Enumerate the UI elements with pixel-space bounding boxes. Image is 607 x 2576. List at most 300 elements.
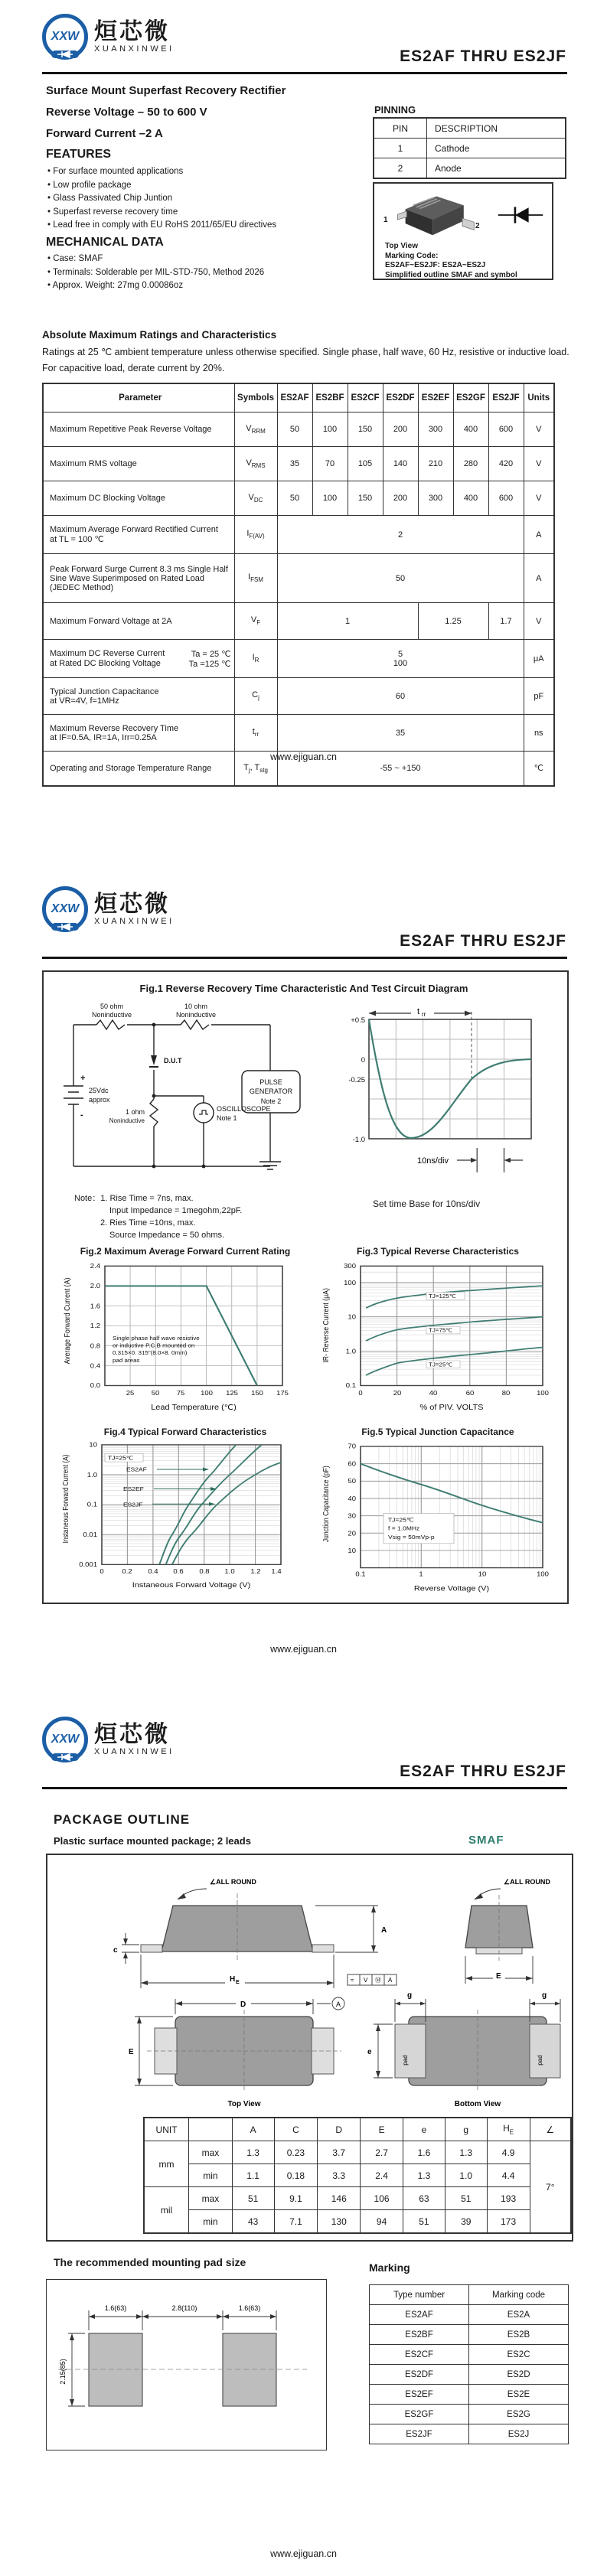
svg-text:1: 1 [419, 1570, 423, 1578]
feature-item: • Superfast reverse recovery time [47, 206, 354, 220]
table-row: ES2GF ES2G [370, 2405, 569, 2424]
svg-text:Ⓜ: Ⓜ [375, 1977, 381, 1984]
side-view-lead-right [312, 1945, 334, 1952]
table-row: ES2BF ES2B [370, 2325, 569, 2345]
table-row: mm max 1.3 0.23 3.7 2.7 1.6 1.3 4.9 7° [144, 2141, 571, 2164]
svg-text:125: 125 [226, 1389, 238, 1397]
value-cell: 100 [312, 412, 348, 447]
dim-e-lines [374, 2024, 393, 2078]
svg-text:f = 1.0MHz: f = 1.0MHz [388, 1525, 420, 1532]
param-cell: Typical Junction Capacitance at VR=4V, f=1MHz [43, 678, 234, 715]
svg-text:ES2EF: ES2EF [123, 1485, 144, 1492]
svg-text:TJ=25℃: TJ=25℃ [429, 1361, 453, 1368]
table-row: ES2JF ES2J [370, 2424, 569, 2444]
bottom-view-caption: Bottom View [454, 2100, 501, 2108]
col-header: ES2CF [348, 383, 383, 412]
svg-text:Vsig = 50mVp-p: Vsig = 50mVp-p [388, 1534, 435, 1541]
dim-E-label: E [496, 1972, 501, 1981]
curve-labels [123, 1466, 147, 1508]
pad-label: pad [402, 2055, 409, 2066]
dim-col: C [274, 2118, 318, 2141]
fig1-title: Fig.1 Reverse Recovery Time Characteristic And Test Circuit Diagram [139, 983, 468, 994]
value-cell: 60 [277, 678, 524, 715]
x-ticks [355, 1570, 549, 1577]
pad-dim-label: 1.6(63) [238, 2304, 261, 2312]
package-3d-icon [391, 190, 475, 240]
product-title-2: Reverse Voltage – 50 to 600 V [46, 106, 207, 119]
y-axis-label: Instaneous Forward Current (A) [61, 1454, 70, 1544]
y-tick: 0 [361, 1056, 365, 1065]
svg-text:0.8: 0.8 [90, 1342, 100, 1350]
unit-cell: V [524, 447, 554, 481]
angle-value: 7° [530, 2141, 571, 2234]
svg-text:100: 100 [537, 1389, 549, 1397]
unit-header: UNIT [144, 2118, 189, 2141]
x-ticks [126, 1389, 289, 1396]
y-tick: -1.0 [352, 1136, 365, 1144]
col-header: ES2EF [418, 383, 453, 412]
pad-dim-label: 1.6(63) [104, 2304, 127, 2312]
param-cell: Maximum Reverse Recovery Time at IF=0.5A, IR=1A, Irr=0.25A [43, 715, 234, 752]
x-ticks [358, 1389, 549, 1396]
pin-desc: Anode [427, 158, 566, 179]
svg-text:0.1: 0.1 [86, 1501, 97, 1508]
table-row: min 1.1 0.18 3.3 2.4 1.3 1.0 4.4 [144, 2164, 571, 2187]
svg-text:V: V [364, 1977, 368, 1984]
svg-text:or inductive P.C.B mounted on: or inductive P.C.B mounted on [113, 1342, 195, 1349]
page-footer: www.ejiguan.cn [270, 752, 337, 762]
col-header: ES2JF [488, 383, 524, 412]
value-cell: 35 [277, 715, 524, 752]
unit-cell: ℃ [524, 752, 554, 786]
unit-cell: A [524, 516, 554, 554]
value-cell: 2 [277, 516, 524, 554]
svg-text:30: 30 [348, 1512, 356, 1520]
diode-symbol-icon [497, 202, 544, 228]
logo-xxw-text: XXW [51, 1733, 80, 1746]
symbol-cell: $T_j$, $T_{stg}$ [234, 752, 277, 786]
fig5-title: Fig.5 Typical Junction Capacitance [361, 1427, 514, 1437]
value-cell: 600 [488, 412, 524, 447]
unit-cell: V [524, 603, 554, 640]
outline-caption-line: Marking Code: [385, 251, 439, 260]
product-title-3: Forward Current –2 A [46, 127, 163, 140]
param-cell: Maximum Forward Voltage at 2A [43, 603, 234, 640]
r10-label2: Noninductive [175, 1011, 217, 1019]
logo-diode-icon [51, 1753, 79, 1762]
oscilloscope-label: OSCILLOSCOPE [217, 1105, 271, 1113]
pulse-gen-label: PULSE [259, 1078, 282, 1086]
min-label: min [189, 2164, 233, 2187]
value-cell: 35 [277, 447, 312, 481]
y-axis-label: IR- Reverse Current (μA) [321, 1288, 331, 1363]
svg-text:60: 60 [465, 1389, 475, 1397]
value-cell: 420 [488, 447, 524, 481]
table-row [43, 481, 554, 516]
svg-text:0.6: 0.6 [173, 1567, 184, 1575]
dim-E2-label: E [129, 2048, 134, 2056]
y-tick: +0.5 [351, 1016, 365, 1025]
symbol-cell: $V_{RRM}$ [234, 412, 277, 447]
value-cell: 210 [418, 447, 453, 481]
fig4-chart [53, 1437, 305, 1598]
figures-box [42, 970, 569, 1604]
max-label: max [189, 2141, 233, 2164]
logo-text [94, 1723, 175, 1756]
header-rule [42, 72, 567, 74]
pulse-gen-note: Note 2 [260, 1097, 282, 1105]
table-row [43, 447, 554, 481]
col-header: Units [524, 383, 554, 412]
pad-vdim-label: 2.15(85) [59, 2359, 67, 2385]
col-header: Marking code [469, 2285, 569, 2305]
logo-diode-icon [51, 50, 79, 59]
svg-text:1.2: 1.2 [90, 1322, 100, 1329]
mech-item: • Approx. Weight: 27mg 0.00086oz [47, 279, 369, 293]
svg-text:1.2: 1.2 [250, 1567, 261, 1575]
svg-text:1.0: 1.0 [224, 1567, 235, 1575]
pad-dim-label: 2.8(110) [171, 2304, 197, 2312]
product-title-1: Surface Mount Superfast Recovery Rectifier [46, 84, 286, 97]
svg-text:40: 40 [429, 1389, 438, 1397]
svg-text:10: 10 [348, 1547, 356, 1554]
table-row [43, 715, 554, 752]
symbol-cell: $V_{RMS}$ [234, 447, 277, 481]
value-cell: 100 [312, 481, 348, 516]
pin-number: 2 [374, 158, 427, 179]
r50-label2: Noninductive [91, 1011, 132, 1019]
y-ticks [90, 1262, 100, 1389]
logo-xxw-text: XXW [51, 902, 80, 915]
svg-text:0.01: 0.01 [83, 1531, 97, 1538]
mechanical-heading: MECHANICAL DATA [46, 236, 164, 249]
pin1-label: 1 [383, 216, 388, 224]
table-row: min 43 7.1 130 94 51 39 173 [144, 2210, 571, 2234]
dut-label: D.U.T [164, 1057, 182, 1065]
unit-cell: ns [524, 715, 554, 752]
logo-english: XUANXINWEI [94, 916, 175, 926]
param-cell: Maximum Repetitive Peak Reverse Voltage [43, 412, 234, 447]
param-cell: Maximum RMS voltage [43, 447, 234, 481]
value-cell: 50 [277, 481, 312, 516]
fig3-title: Fig.3 Typical Reverse Characteristics [357, 1246, 519, 1257]
value-cell: 140 [383, 447, 418, 481]
fig2-title: Fig.2 Maximum Average Forward Current Rating [80, 1246, 291, 1257]
unit-cell: pF [524, 678, 554, 715]
feature-item: • Lead free in comply with EU RoHS 2011/65/EU directives [47, 219, 354, 233]
package-outline-subtitle: Plastic surface mounted package; 2 leads [54, 1835, 251, 1847]
svg-text:100: 100 [537, 1570, 549, 1578]
svg-text:TJ=25℃: TJ=25℃ [388, 1517, 414, 1524]
amr-desc-1: Ratings at 25 ℃ ambient temperature unless otherwise specified. Single phase, half wave, 60 Hz, resistive or inductive load. [42, 347, 569, 357]
y-axis-label: Average Forward Current (A) [62, 1277, 72, 1365]
svg-text:150: 150 [251, 1389, 263, 1397]
logo-circle [42, 14, 88, 60]
symbol-cell: $I_{FSM}$ [234, 554, 277, 603]
note-line: Note：1. Rise Time = 7ns, max. [74, 1194, 194, 1203]
value-cell: 50 [277, 554, 524, 603]
package-outline-heading: PACKAGE OUTLINE [54, 1812, 191, 1827]
plot-frame [361, 1446, 543, 1568]
y-tick: -0.25 [348, 1076, 365, 1084]
value-cell: 400 [453, 412, 488, 447]
logo-chinese: 烜芯微 [94, 1721, 170, 1747]
value-cell: -55 ~ +150 [277, 752, 524, 786]
svg-text:0: 0 [358, 1389, 363, 1397]
unit-mil: mil [144, 2187, 189, 2234]
oscilloscope-note: Note 1 [217, 1114, 237, 1122]
value-cell: 280 [453, 447, 488, 481]
unit-mm: mm [144, 2141, 189, 2187]
pad-left [89, 2333, 142, 2406]
desc-col-header: DESCRIPTION [427, 118, 566, 139]
svg-text:0.2: 0.2 [122, 1567, 132, 1575]
value-cell: 600 [488, 481, 524, 516]
symbol-cell: $C_j$ [234, 678, 277, 715]
svg-text:1.0: 1.0 [86, 1471, 97, 1479]
svg-text:75: 75 [176, 1389, 185, 1397]
unit-cell: V [524, 481, 554, 516]
value-cell: 400 [453, 481, 488, 516]
bottom-view-pad-left [395, 2024, 426, 2078]
dim-g-label: g [542, 1991, 547, 2000]
trr-sub-label: rr [422, 1011, 426, 1018]
symbol-cell: $t_{rr}$ [234, 715, 277, 752]
svg-text:pad areas: pad areas [113, 1357, 140, 1364]
note-line: 2. Ries Time =10ns, max. [100, 1218, 196, 1228]
ratings-header-row [43, 383, 554, 412]
col-header: Type number [370, 2285, 469, 2305]
x-axis-label: Instaneous Forward Voltage (V) [132, 1581, 251, 1590]
brand-logo [42, 1717, 175, 1762]
table-row [43, 678, 554, 715]
page-title: ES2AF THRU ES2JF [400, 932, 566, 950]
svg-text:0.8: 0.8 [199, 1567, 210, 1575]
symbol-cell: $V_{DC}$ [234, 481, 277, 516]
value-cell: 70 [312, 447, 348, 481]
note-line: Source Impedance = 50 ohms. [109, 1231, 225, 1240]
value-cell: 200 [383, 412, 418, 447]
mechanical-list [47, 253, 369, 293]
table-row [43, 603, 554, 640]
value-cell: 300 [418, 481, 453, 516]
table-row [374, 158, 566, 179]
battery-label: 25Vdc [89, 1087, 109, 1094]
x-axis-label: Lead Temperature (℃) [151, 1404, 237, 1412]
table-row: ES2CF ES2C [370, 2345, 569, 2365]
svg-text:0.4: 0.4 [148, 1567, 158, 1575]
r50-label: 50 ohm [100, 1003, 124, 1010]
table-row [43, 516, 554, 554]
symbol-cell: $I_{F(AV)}$ [234, 516, 277, 554]
dim-col: D [318, 2118, 361, 2141]
svg-text:50: 50 [348, 1477, 356, 1485]
value-cell: 200 [383, 481, 418, 516]
logo-diode-icon [51, 922, 79, 931]
blank-header [189, 2118, 233, 2141]
pad-dim-lines [89, 2310, 276, 2330]
dim-col: e [403, 2118, 445, 2141]
col-header: ES2DF [383, 383, 418, 412]
svg-text:1.4: 1.4 [271, 1567, 282, 1575]
brand-logo [42, 886, 175, 932]
feature-item: • For surface mounted applications [47, 165, 354, 179]
outline-symbol-box [373, 182, 553, 280]
dim-HE-label: H [230, 1975, 236, 1984]
param-cell: Operating and Storage Temperature Range [43, 752, 234, 786]
logo-xxw-text: XXW [51, 30, 80, 43]
plus-sign: + [80, 1074, 86, 1083]
fig1-waveform-chart [327, 998, 556, 1189]
svg-text:40: 40 [348, 1495, 356, 1502]
param-cell: Maximum DC Reverse Current Ta = 25 ℃ at Rated DC Blocking Voltage Ta =125 ℃ [43, 640, 234, 678]
page-title: ES2AF THRU ES2JF [400, 1762, 566, 1780]
side-view-lead-left [141, 1945, 162, 1952]
svg-text:10: 10 [348, 1313, 356, 1321]
svg-text:≈: ≈ [351, 1977, 354, 1984]
param-cell: Peak Forward Surge Current 8.3 ms Single Half Sine Wave Superimposed on Rated Load (JEDEC Method) [43, 554, 234, 603]
table-row [43, 640, 554, 678]
logo-chinese: 烜芯微 [94, 891, 170, 917]
col-header: ES2GF [453, 383, 488, 412]
top-view-caption: Top View [227, 2100, 261, 2108]
param-cell: Maximum Average Forward Rectified Current at TL = 100 ℃ [43, 516, 234, 554]
timebase-label: 10ns/div [417, 1156, 449, 1166]
outline-caption-line: ES2AF~ES2JF: ES2A~ES2J [385, 261, 486, 269]
logo-english: XUANXINWEI [94, 1746, 175, 1756]
table-row [374, 139, 566, 158]
svg-text:0.315×0. 315"(8.0×8. 0mm): 0.315×0. 315"(8.0×8. 0mm) [113, 1349, 188, 1356]
features-list [47, 165, 354, 233]
dimensions-table [143, 2117, 572, 2234]
fig4-title: Fig.4 Typical Forward Characteristics [103, 1427, 267, 1437]
marking-header-row [370, 2285, 569, 2305]
pin2-label: 2 [475, 222, 480, 230]
col-header: Symbols [234, 383, 277, 412]
fig5-chart [313, 1437, 566, 1598]
pin-col-header: PIN [374, 118, 427, 139]
svg-text:0.1: 0.1 [355, 1570, 366, 1578]
package-name: SMAF [468, 1834, 504, 1847]
dim-c-label: c [113, 1946, 118, 1955]
svg-text:0.1: 0.1 [345, 1381, 356, 1389]
table-row [43, 412, 554, 447]
x-ticks [100, 1568, 281, 1575]
r1-label: 1 ohm [125, 1108, 145, 1116]
timebase-marks [457, 1148, 523, 1172]
fig2-note [113, 1335, 200, 1363]
logo-chinese: 烜芯微 [94, 18, 170, 44]
amr-heading: Absolute Maximum Ratings and Characteristics [42, 329, 277, 341]
page-footer: www.ejiguan.cn [270, 2548, 337, 2559]
timebase-caption: Set time Base for 10ns/div [373, 1198, 481, 1209]
pin-desc: Cathode [427, 139, 566, 158]
dim-col: g [445, 2118, 487, 2141]
grid-lines [105, 1266, 282, 1385]
fig1-circuit-diagram [54, 998, 322, 1189]
logo-english: XUANXINWEI [94, 44, 175, 54]
logo-circle [42, 886, 88, 932]
svg-text:100: 100 [344, 1279, 356, 1286]
logo-text [94, 18, 175, 54]
dim-HE-sub: E [236, 1980, 240, 1985]
fig2-chart [53, 1257, 305, 1421]
mounting-pad-drawing [47, 2280, 322, 2447]
svg-text:Single phase half wave resisti: Single phase half wave resistive [113, 1335, 200, 1342]
svg-text:2.4: 2.4 [90, 1262, 100, 1270]
dim-col-he: $H_E$ [487, 2118, 530, 2141]
minus-sign: - [80, 1110, 83, 1120]
outline-caption-line: Simplified outline SMAF and symbol [385, 270, 517, 279]
datum-box [348, 1974, 397, 1985]
pinning-heading: PINNING [374, 104, 416, 116]
pad-right [223, 2333, 276, 2406]
col-header: Parameter [43, 383, 234, 412]
unit-cell: μA [524, 640, 554, 678]
svg-text:0: 0 [100, 1567, 104, 1575]
pulse-gen-label2: GENERATOR [249, 1087, 293, 1095]
svg-text:1.6: 1.6 [90, 1303, 100, 1310]
symbol-cell: $I_R$ [234, 640, 277, 678]
svg-text:300: 300 [344, 1262, 356, 1270]
svg-text:60: 60 [348, 1460, 356, 1468]
unit-cell: V [524, 412, 554, 447]
svg-text:10: 10 [89, 1441, 97, 1449]
package-drawings [49, 1860, 569, 2112]
min-label: min [189, 2210, 233, 2234]
header-rule [42, 1787, 567, 1789]
page-title: ES2AF THRU ES2JF [400, 47, 566, 65]
table-row [43, 554, 554, 603]
svg-text:TJ=75℃: TJ=75℃ [429, 1327, 453, 1334]
table-row: ES2AF ES2A [370, 2305, 569, 2325]
pin-number: 1 [374, 139, 427, 158]
value-cell: 1.25 [418, 603, 488, 640]
allround-label: ∠ALL ROUND [210, 1878, 256, 1886]
svg-text:10: 10 [478, 1570, 487, 1578]
value-cell: 1.7 [488, 603, 524, 640]
mech-item: • Terminals: Solderable per MIL-STD-750, Method 2026 [47, 266, 369, 280]
fig3-chart [313, 1257, 566, 1421]
symbol-cell: $V_F$ [234, 603, 277, 640]
unit-cell: A [524, 554, 554, 603]
svg-text:ES2AF: ES2AF [126, 1466, 147, 1473]
allround-label-2: ∠ALL ROUND [504, 1878, 550, 1886]
dims-header-row [144, 2118, 571, 2141]
value-cell: 1 [277, 603, 418, 640]
dim-g-label: g [407, 1991, 413, 2000]
outline-caption [385, 242, 517, 280]
svg-text:25: 25 [126, 1389, 135, 1397]
table-row: mil max 51 9.1 146 106 63 51 193 [144, 2187, 571, 2210]
svg-text:20: 20 [393, 1389, 402, 1397]
param-cell: Maximum DC Blocking Voltage [43, 481, 234, 516]
mounting-pad-box [46, 2279, 327, 2450]
logo-text [94, 893, 175, 926]
x-axis-label: % of PIV. VOLTS [419, 1404, 484, 1412]
marking-heading: Marking [369, 2261, 410, 2274]
svg-text:ES2JF: ES2JF [123, 1502, 143, 1508]
dim-A-label: A [381, 1926, 387, 1935]
r10-label: 10 ohm [184, 1003, 208, 1010]
max-label: max [189, 2187, 233, 2210]
svg-text:70: 70 [348, 1443, 356, 1450]
svg-text:0.0: 0.0 [90, 1381, 100, 1389]
y-ticks [344, 1262, 356, 1389]
value-cell: 150 [348, 481, 383, 516]
trr-label: t [417, 1007, 420, 1016]
dim-e-label: e [367, 2048, 372, 2056]
